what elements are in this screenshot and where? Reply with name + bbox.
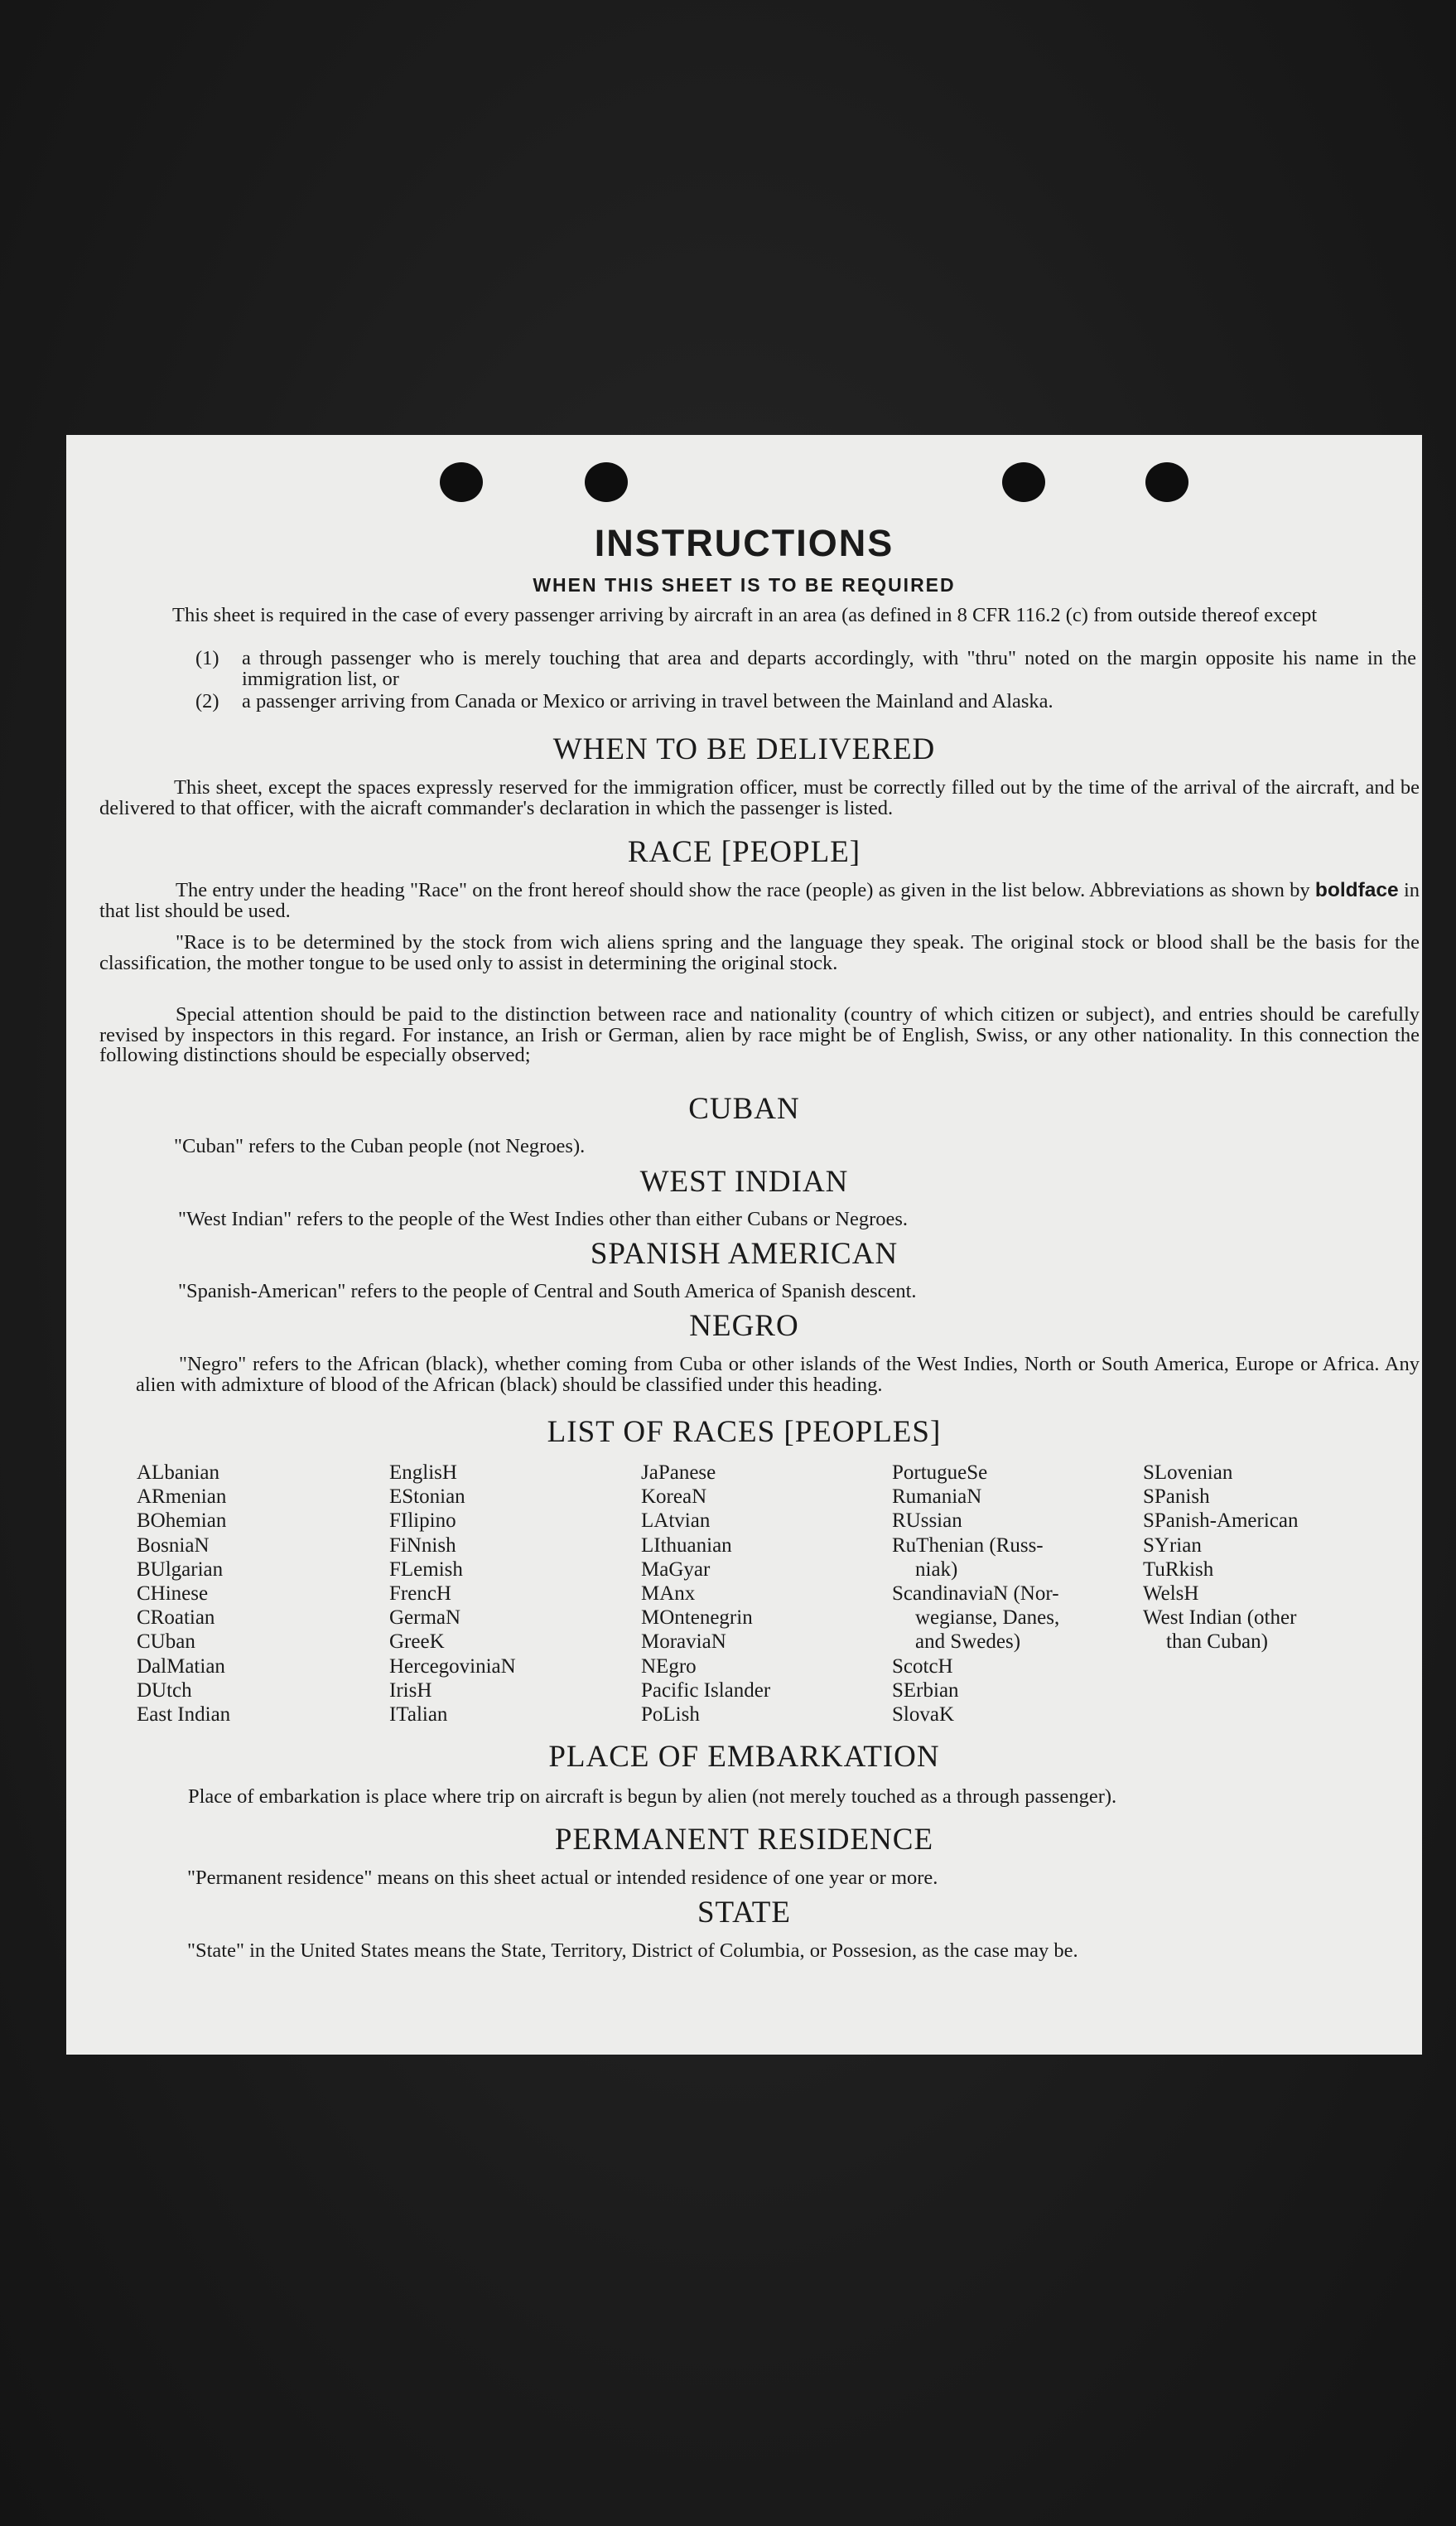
race-entry: WelsH — [1143, 1582, 1199, 1606]
race-entry: MOntenegrin — [641, 1606, 753, 1630]
race-entry: MAnx — [641, 1582, 696, 1606]
section-heading: STATE — [697, 1896, 792, 1930]
race-entry: FrencH — [389, 1582, 451, 1606]
race-entry: SYrian — [1143, 1533, 1202, 1557]
race-entry: ScandinaviaN (Nor- — [892, 1582, 1059, 1606]
section-heading: PERMANENT RESIDENCE — [554, 1823, 934, 1857]
race-entry: EnglisH — [389, 1461, 457, 1484]
race-entry: DalMatian — [137, 1654, 225, 1678]
section-heading: LIST OF RACES [PEOPLES] — [547, 1415, 942, 1449]
race-paragraph-2: "Race is to be determined by the stock from wich aliens spring and the language they speak. The original stock or blood shall be the basis for the classification, the mother tongue to be used only to assist in determining the original stock. — [99, 931, 1420, 974]
race-entry: Pacific Islander — [641, 1678, 771, 1702]
exception-number: (2) — [195, 690, 219, 712]
race-entry: RuThenian (Russ- — [892, 1533, 1044, 1557]
race-entry: SLovenian — [1143, 1461, 1233, 1484]
race-entry: RumaniaN — [892, 1485, 982, 1509]
instruction-sheet — [66, 435, 1422, 2055]
race-entry: GreeK — [389, 1630, 445, 1654]
race-entry: CRoatian — [137, 1606, 215, 1630]
required-intro: This sheet is required in the case of every passenger arriving by aircraft in an area (as defined in 8 CFR 116.2 (c) from outside thereof except — [172, 604, 1318, 626]
race-column-2 — [389, 1461, 516, 1727]
punch-hole — [440, 462, 483, 502]
race-entry: NEgro — [641, 1654, 697, 1678]
race-entry: and Swedes) — [915, 1630, 1021, 1654]
race-entry: FLemish — [389, 1558, 463, 1581]
embarkation-text: Place of embarkation is place where trip on aircraft is begun by alien (not merely touched as a through passenger). — [188, 1785, 1117, 1808]
race-entry: BOhemian — [137, 1509, 227, 1533]
section-heading: WEST INDIAN — [639, 1165, 849, 1199]
race-entry: LIthuanian — [641, 1533, 732, 1557]
race-entry: HercegoviniaN — [389, 1654, 516, 1678]
race-entry: MaGyar — [641, 1558, 711, 1581]
race-entry: BosniaN — [137, 1533, 210, 1557]
race-entry: GermaN — [389, 1606, 461, 1630]
exception-item-1 — [195, 647, 1416, 690]
exception-text: a passenger arriving from Canada or Mexico or arriving in travel between the Mainland and Alaska. — [242, 690, 1053, 712]
race-paragraph-1: The entry under the heading "Race" on the front hereof should show the race (people) as given in the list below. Abbreviations as shown by boldface in that list should be used. — [99, 879, 1420, 922]
west-indian-text: "West Indian" refers to the people of the West Indies other than either Cubans or Negroes. — [178, 1208, 909, 1230]
race-entry: LAtvian — [641, 1509, 711, 1533]
race-column-5 — [1143, 1461, 1298, 1654]
section-heading: SPANISH AMERICAN — [590, 1237, 899, 1271]
race-entry: wegianse, Danes, — [915, 1606, 1060, 1630]
race-entry: niak) — [915, 1558, 958, 1581]
race-entry: JaPanese — [641, 1461, 716, 1484]
punch-hole — [585, 462, 628, 502]
state-text: "State" in the United States means the State, Territory, District of Columbia, or Possesion, as the case may be. — [187, 1939, 1078, 1962]
race-entry: SPanish-American — [1143, 1509, 1299, 1533]
race-entry: than Cuban) — [1166, 1630, 1268, 1654]
race-entry: DUtch — [137, 1678, 192, 1702]
race-entry: SErbian — [892, 1678, 959, 1702]
race-paragraph-3: Special attention should be paid to the distinction between race and nationality (country of which citizen or subject), and entries should be carefully revised by inspectors in this regard. For instance, an Irish or German, alien by race might be of English, Swiss, or any other nationality. In this connection the following distinctions should be especially observed; — [99, 1003, 1420, 1066]
race-entry: BUlgarian — [137, 1558, 224, 1581]
race-entry: EStonian — [389, 1485, 465, 1509]
spanish-american-text: "Spanish-American" refers to the people of Central and South America of Spanish descent. — [178, 1280, 917, 1302]
race-entry: TuRkish — [1143, 1558, 1214, 1581]
race-entry: FiNnish — [389, 1533, 456, 1557]
race-entry: KoreaN — [641, 1485, 707, 1509]
section-heading: WHEN TO BE DELIVERED — [552, 732, 936, 766]
race-entry: CUban — [137, 1630, 195, 1654]
race-entry: CHinese — [137, 1582, 209, 1606]
race-entry: East Indian — [137, 1703, 231, 1727]
cuban-text: "Cuban" refers to the Cuban people (not Negroes). — [174, 1135, 586, 1157]
section-heading: RACE [PEOPLE] — [627, 835, 861, 869]
race-entry: West Indian (other — [1143, 1606, 1297, 1630]
race-entry: ScotcH — [892, 1654, 953, 1678]
page-title: INSTRUCTIONS — [594, 522, 894, 564]
race-entry: ALbanian — [137, 1461, 219, 1484]
residence-text: "Permanent residence" means on this sheet actual or intended residence of one year or more. — [187, 1867, 938, 1889]
race-entry: FIlipino — [389, 1509, 456, 1533]
exception-text: a through passenger who is merely touching that area and departs accordingly, with "thru" noted on the margin opposite his name in the immigration list, or — [242, 647, 1416, 690]
section-heading: NEGRO — [689, 1309, 799, 1343]
exception-number: (1) — [195, 647, 219, 669]
page-subtitle: WHEN THIS SHEET IS TO BE REQUIRED — [533, 574, 956, 596]
race-entry: MoraviaN — [641, 1630, 726, 1654]
delivered-text: This sheet, except the spaces expressly reserved for the immigration officer, must be correctly filled out by the time of the arrival of the aircraft, and be delivered to that officer, with the aicraft commander's declaration in which the passenger is listed. — [99, 776, 1420, 819]
negro-text: "Negro" refers to the African (black), whether coming from Cuba or other islands of the West Indies, North or South America, Europe or Africa. Any alien with admixture of blood of the African (black) should be classified under this heading. — [136, 1353, 1420, 1396]
race-entry: SlovaK — [892, 1703, 954, 1727]
race-entry: PoLish — [641, 1703, 700, 1727]
race-entry: ITalian — [389, 1703, 448, 1727]
race-column-3 — [641, 1461, 770, 1727]
punch-hole — [1002, 462, 1045, 502]
race-entry: PortugueSe — [892, 1461, 988, 1484]
race-column-4 — [892, 1461, 1059, 1727]
race-entry: RUssian — [892, 1509, 962, 1533]
section-heading: PLACE OF EMBARKATION — [548, 1740, 940, 1774]
section-heading: CUBAN — [688, 1092, 800, 1126]
race-column-1 — [137, 1461, 230, 1727]
race-entry: IrisH — [389, 1678, 432, 1702]
exception-item-2 — [195, 690, 1416, 712]
boldface-term: boldface — [1314, 879, 1399, 901]
race-entry: SPanish — [1143, 1485, 1210, 1509]
punch-hole — [1145, 462, 1188, 502]
race-entry: ARmenian — [137, 1485, 227, 1509]
